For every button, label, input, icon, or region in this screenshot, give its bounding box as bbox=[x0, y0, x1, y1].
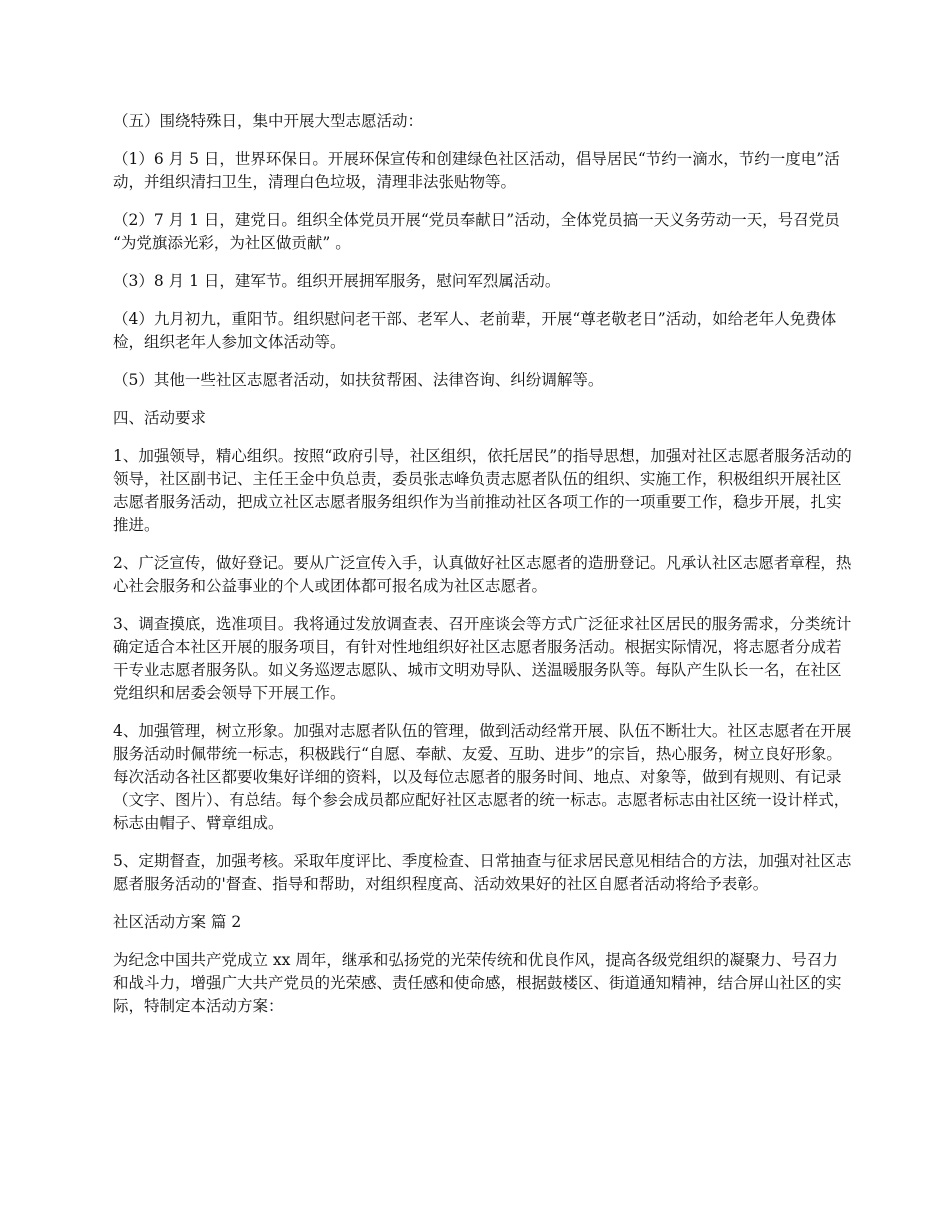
requirement-leadership: 1、加强领导，精心组织。按照“政府引导，社区组织，依托居民”的指导思想，加强对社区志愿者服务活动的领导，社区副书记、主任王金中负总责，委员张志峰负责志愿者队伍的组织、实施工作，积极组织开展社区志愿者服务活动，把成立社区志愿者服务组织作为当前推动社区各项工作的一项重要工作，稳步开展，扎实推进。 bbox=[113, 447, 852, 534]
requirement-survey: 3、调查摸底，选准项目。我将通过发放调查表、召开座谈会等方式广泛征求社区居民的服务需求，分类统计确定适合本社区开展的服务项目，有针对性地组织好社区志愿者服务活动。根据实际情况，将志愿者分成若干专业志愿者服务队。如义务巡逻志愿队、城市文明劝导队、送温暖服务队等。每队产生队长一名，在社区党组织和居委会领导下开展工作。 bbox=[113, 615, 852, 702]
requirement-publicity: 2、广泛宣传，做好登记。要从广泛宣传入手，认真做好社区志愿者的造册登记。凡承认社区志愿者章程，热心社会服务和公益事业的个人或团体都可报名成为社区志愿者。 bbox=[113, 554, 852, 595]
item-double-ninth-festival: （4）九月初九，重阳节。组织慰问老干部、老军人、老前辈，开展“尊老敬老日”活动，如给老年人免费体检，组织老年人参加文体活动等。 bbox=[113, 310, 837, 351]
item-party-founding-day: （2）7 月 1 日，建党日。组织全体党员开展“党员奉献日”活动，全体党员搞一天义务劳动一天，号召党员 “为党旗添光彩，为社区做贡献” 。 bbox=[113, 211, 840, 252]
plan-2-title: 社区活动方案 篇 2 bbox=[113, 913, 242, 931]
document-body bbox=[113, 110, 853, 1033]
item-army-day: （3）8 月 1 日，建军节。组织开展拥军服务，慰问军烈属活动。 bbox=[113, 272, 561, 290]
item-environment-day: （1）6 月 5 日，世界环保日。开展环保宣传和创建绿色社区活动，倡导居民“节约一滴水，节约一度电”活动，并组织清扫卫生，清理白色垃圾，清理非法张贴物等。 bbox=[113, 150, 840, 191]
plan-2-intro: 为纪念中国共产党成立 xx 周年，继承和弘扬党的光荣传统和优良作风，提高各级党组织的凝聚力、号召力和战斗力，增强广大共产党员的光荣感、责任感和使命感，根据鼓楼区、街道通知精神，结合屏山社区的实际，特制定本活动方案： bbox=[113, 951, 842, 1015]
section-heading-special-days: （五）围绕特殊日，集中开展大型志愿活动： bbox=[113, 112, 424, 130]
section-heading-requirements: 四、活动要求 bbox=[113, 409, 207, 427]
item-other-activities: （5）其他一些社区志愿者活动，如扶贫帮困、法律咨询、纠纷调解等。 bbox=[113, 371, 604, 389]
requirement-management: 4、加强管理，树立形象。加强对志愿者队伍的管理，做到活动经常开展、队伍不断壮大。社区志愿者在开展服务活动时佩带统一标志，积极践行“自愿、奉献、友爱、互助、进步”的宗旨，热心服务，树立良好形象。每次活动各社区都要收集好详细的资料，以及每位志愿者的服务时间、地点、对象等，做到有规则、有记录（文字、图片）、有总结。每个参会成员都应配好社区志愿者的统一标志。志愿者标志由社区统一设计样式，标志由帽子、臂章组成。 bbox=[113, 722, 852, 832]
requirement-supervision: 5、定期督查，加强考核。采取年度评比、季度检查、日常抽查与征求居民意见相结合的方法，加强对社区志愿者服务活动的'督查、指导和帮助，对组织程度高、活动效果好的社区自愿者活动将给予表彰。 bbox=[113, 852, 852, 893]
